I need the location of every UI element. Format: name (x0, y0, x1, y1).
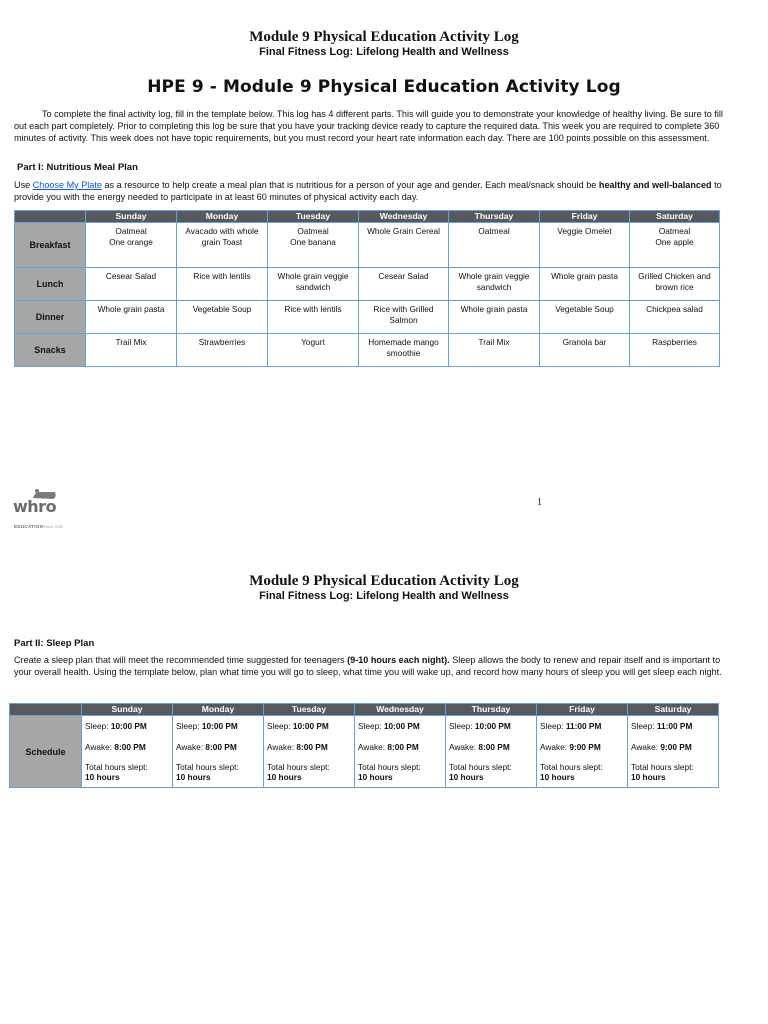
awake-time (631, 742, 715, 752)
meal-cell (268, 223, 359, 268)
awake-time-label: Awake: (267, 741, 295, 752)
sleep-cell (264, 716, 355, 788)
meal-cell-line: Whole grain veggie (277, 271, 349, 281)
choose-my-plate-link[interactable]: Choose My Plate (32, 180, 102, 190)
total-hours-label: Total hours slept: (176, 762, 239, 772)
meal-cell-line: Salmon (389, 314, 418, 325)
meal-cell-line: Whole grain pasta (551, 271, 618, 281)
meal-cell-line: Vegetable Soup (555, 304, 614, 314)
meal-plan-table (14, 210, 720, 367)
meal-cell-line: Oatmeal (478, 226, 510, 236)
sleep-cell (537, 716, 628, 788)
sleep-table-header-row (10, 704, 719, 716)
total-hours (267, 762, 351, 782)
meal-cell-line: Avacado with whole (185, 226, 259, 236)
total-hours-label: Total hours slept: (85, 762, 148, 772)
part1-bold-text: healthy and well-balanced (598, 180, 712, 190)
meal-cell-line: Oatmeal (115, 226, 147, 236)
meal-cell (177, 223, 268, 268)
logo-subline (14, 515, 63, 533)
total-hours-label: Total hours slept: (540, 762, 603, 772)
part2-text-b: Sleep allows the body to renew and repair itself and is important to your overall health. Using the template below, plan what time you will go to sleep, what time you will wake up, and record how many hours of sleep you will get sleep each night. (14, 655, 722, 677)
sleep-time-value: 10:00 PM (292, 721, 329, 731)
sleep-time-value: 11:00 PM (565, 721, 602, 731)
total-hours-label: Total hours slept: (267, 762, 330, 772)
meal-cell (540, 223, 630, 268)
day-header: Wednesday (355, 704, 446, 716)
meal-cell-line: grain Toast (201, 236, 243, 247)
sleep-time-label: Sleep: (267, 721, 291, 731)
meal-cell (268, 301, 359, 334)
meal-cell-line: sandwich (295, 281, 331, 292)
meal-cell-line: One apple (655, 236, 694, 247)
meal-cell-line: Trail Mix (478, 337, 510, 347)
part2-text-a: Create a sleep plan that will meet the recommended time suggested for teenagers (14, 655, 345, 665)
awake-time-value: 8:00 PM (478, 741, 510, 752)
meal-cell (359, 223, 449, 268)
sleep-cell (173, 716, 264, 788)
meal-cell-line: Whole grain veggie (458, 271, 530, 281)
awake-time (358, 742, 442, 752)
meal-cell-line: Oatmeal (658, 226, 691, 236)
day-header: Tuesday (264, 704, 355, 716)
meal-row-label: Snacks (15, 334, 86, 367)
meal-cell (630, 334, 720, 367)
sleep-time-value: 10:00 PM (383, 721, 420, 731)
awake-time-value: 8:00 PM (114, 741, 146, 752)
sleep-time-value: 10:00 PM (474, 721, 511, 731)
sleep-time (449, 721, 533, 731)
meal-cell-line: Cesear Salad (378, 271, 429, 281)
meal-cell-line: Trail Mix (115, 337, 147, 347)
schedule-row-label: Schedule (10, 716, 82, 788)
page-title: HPE 9 - Module 9 Physical Education Activity Log (147, 77, 621, 97)
part1-heading: Part I: Nutritious Meal Plan (17, 162, 138, 173)
total-hours-value: 10 hours (85, 772, 120, 782)
meal-cell (86, 268, 177, 301)
meal-row-label: Breakfast (15, 223, 86, 268)
awake-time-value: 9:00 PM (660, 741, 692, 752)
meal-cell-line: Homemade mango (368, 337, 439, 347)
meal-row-label: Lunch (15, 268, 86, 301)
day-header: Thursday (446, 704, 537, 716)
meal-cell-line: Whole grain pasta (97, 304, 165, 314)
logo-tagline: Since 2000 (43, 524, 64, 529)
total-hours-label: Total hours slept: (631, 762, 694, 772)
total-hours-value: 10 hours (267, 772, 302, 782)
part2-instructions (14, 655, 726, 679)
part1-instructions (14, 180, 726, 204)
awake-time-value: 8:00 PM (205, 741, 237, 752)
day-header: Monday (173, 704, 264, 716)
total-hours-value: 10 hours (449, 772, 484, 782)
part1-use-text: Use (14, 180, 31, 190)
meal-cell (449, 334, 540, 367)
total-hours (540, 762, 624, 782)
sleep-time-label: Sleep: (449, 721, 473, 731)
meal-cell-line: brown rice (655, 281, 694, 292)
meal-cell-line: Oatmeal (297, 226, 329, 236)
page2-header-subtitle: Final Fitness Log: Lifelong Health and Wellness (259, 590, 509, 602)
meal-cell-line: Whole grain pasta (460, 304, 528, 314)
meal-cell (86, 223, 177, 268)
awake-time-label: Awake: (358, 741, 386, 752)
sleep-time-label: Sleep: (176, 721, 200, 731)
intro-paragraph: To complete the final activity log, fill in the template below. This log has 4 different parts. This will guide you to demonstrate your knowledge of healthy living. Be sure to fill out each part completely. Prior to completing this log be sure that you have your tracking device ready to capture the required data. This week you are required to complete 360 minutes of activity. This week does not have topic requirements, but you must record your heart rate information each day. There are 100 points possible on this assessment. (14, 109, 723, 143)
sleep-cell (82, 716, 173, 788)
sleep-cell (355, 716, 446, 788)
awake-time-label: Awake: (631, 741, 659, 752)
awake-time (540, 742, 624, 752)
meal-cell-line: Raspberries (652, 337, 697, 347)
awake-time-label: Awake: (176, 741, 204, 752)
meal-cell-line: Rice with lentils (284, 304, 342, 314)
meal-cell-line: One orange (109, 236, 153, 247)
meal-cell (359, 268, 449, 301)
meal-cell-line: Chickpea salad (646, 304, 703, 314)
part1-text-a: as a resource to help create a meal plan that is nutritious for a person of your age and gender. Each meal/snack should be (104, 180, 597, 190)
meal-cell-line: Grilled Chicken and (638, 271, 711, 281)
day-header: Sunday (86, 211, 177, 223)
sleep-time (631, 721, 715, 731)
total-hours (85, 762, 169, 782)
sleep-cell (628, 716, 719, 788)
awake-time-label: Awake: (540, 741, 568, 752)
meal-cell-line: One banana (290, 236, 336, 247)
meal-table-corner (15, 211, 86, 223)
sleep-time-value: 11:00 PM (656, 721, 693, 731)
total-hours-value: 10 hours (176, 772, 211, 782)
meal-cell (86, 301, 177, 334)
day-header: Saturday (630, 211, 720, 223)
meal-table-header-row (15, 211, 720, 223)
meal-row-label: Dinner (15, 301, 86, 334)
total-hours-value: 10 hours (358, 772, 393, 782)
total-hours-label: Total hours slept: (449, 762, 512, 772)
page-number: 1 (537, 497, 542, 508)
sleep-time-label: Sleep: (631, 721, 655, 731)
meal-cell-line: Cesear Salad (105, 271, 157, 281)
meal-cell (86, 334, 177, 367)
day-header: Friday (540, 211, 630, 223)
meal-row-lunch (15, 268, 720, 301)
awake-time-value: 9:00 PM (569, 741, 601, 752)
meal-cell (177, 268, 268, 301)
meal-cell-line: Yogurt (301, 337, 325, 347)
meal-row-dinner (15, 301, 720, 334)
total-hours (176, 762, 260, 782)
meal-cell (540, 268, 630, 301)
part2-heading: Part II: Sleep Plan (14, 638, 95, 649)
total-hours-value: 10 hours (540, 772, 575, 782)
meal-cell (630, 223, 720, 268)
meal-cell (630, 268, 720, 301)
meal-cell-line: Rice with lentils (193, 271, 251, 281)
meal-cell (268, 334, 359, 367)
day-header: Friday (537, 704, 628, 716)
sleep-time-label: Sleep: (540, 721, 564, 731)
meal-cell (177, 334, 268, 367)
meal-cell-line: smoothie (386, 347, 421, 358)
sleep-time-value: 10:00 PM (110, 721, 147, 731)
meal-cell (449, 268, 540, 301)
meal-cell (268, 268, 359, 301)
header-title: Module 9 Physical Education Activity Log (249, 29, 519, 45)
logo-subtext: EDUCATION (14, 524, 44, 529)
meal-cell-line: Strawberries (198, 337, 246, 347)
total-hours-value: 10 hours (631, 772, 666, 782)
day-header: Thursday (449, 211, 540, 223)
sleep-time-label: Sleep: (358, 721, 382, 731)
meal-cell (359, 301, 449, 334)
day-header: Saturday (628, 704, 719, 716)
meal-cell-line: Granola bar (562, 337, 607, 347)
part2-bold-text: (9-10 hours each night). (347, 655, 450, 665)
sleep-plan-table (9, 703, 719, 788)
part1-text-b: to provide you with the energy needed to participate in at least 60 minutes of physical activity each day. (14, 180, 722, 202)
sleep-time (176, 721, 260, 731)
meal-cell-line: Whole Grain Cereal (367, 226, 440, 236)
awake-time (449, 742, 533, 752)
total-hours (631, 762, 715, 782)
day-header: Tuesday (268, 211, 359, 223)
meal-row-breakfast (15, 223, 720, 268)
meal-row-snacks (15, 334, 720, 367)
sleep-cell (446, 716, 537, 788)
awake-time-value: 8:00 PM (387, 741, 419, 752)
sleep-time (540, 721, 624, 731)
meal-cell (449, 301, 540, 334)
meal-cell-line: sandwich (476, 281, 512, 292)
meal-cell-line: Rice with Grilled (373, 304, 434, 314)
sleep-time-label: Sleep: (85, 721, 109, 731)
awake-time (267, 742, 351, 752)
awake-time (85, 742, 169, 752)
meal-cell (630, 301, 720, 334)
sleep-table-corner (10, 704, 82, 716)
day-header: Sunday (82, 704, 173, 716)
awake-time-value: 8:00 PM (296, 741, 328, 752)
awake-time-label: Awake: (85, 741, 113, 752)
awake-time (176, 742, 260, 752)
meal-cell (540, 334, 630, 367)
total-hours (449, 762, 533, 782)
day-header: Wednesday (359, 211, 449, 223)
total-hours (358, 762, 442, 782)
sleep-schedule-row (10, 716, 719, 788)
meal-cell-line: Vegetable Soup (192, 304, 252, 314)
meal-cell (540, 301, 630, 334)
meal-cell-line: Veggie Omelet (557, 226, 612, 236)
meal-cell (449, 223, 540, 268)
meal-cell (359, 334, 449, 367)
sleep-time-value: 10:00 PM (201, 721, 238, 731)
sleep-time (85, 721, 169, 731)
awake-time-label: Awake: (449, 741, 477, 752)
whro-logo (13, 488, 93, 529)
day-header: Monday (177, 211, 268, 223)
page2-header-title: Module 9 Physical Education Activity Log (249, 573, 519, 589)
header-subtitle: Final Fitness Log: Lifelong Health and Wellness (259, 46, 509, 58)
sleep-time (267, 721, 351, 731)
logo-wordmark: whro (13, 497, 57, 516)
meal-cell (177, 301, 268, 334)
total-hours-label: Total hours slept: (358, 762, 421, 772)
sleep-time (358, 721, 442, 731)
